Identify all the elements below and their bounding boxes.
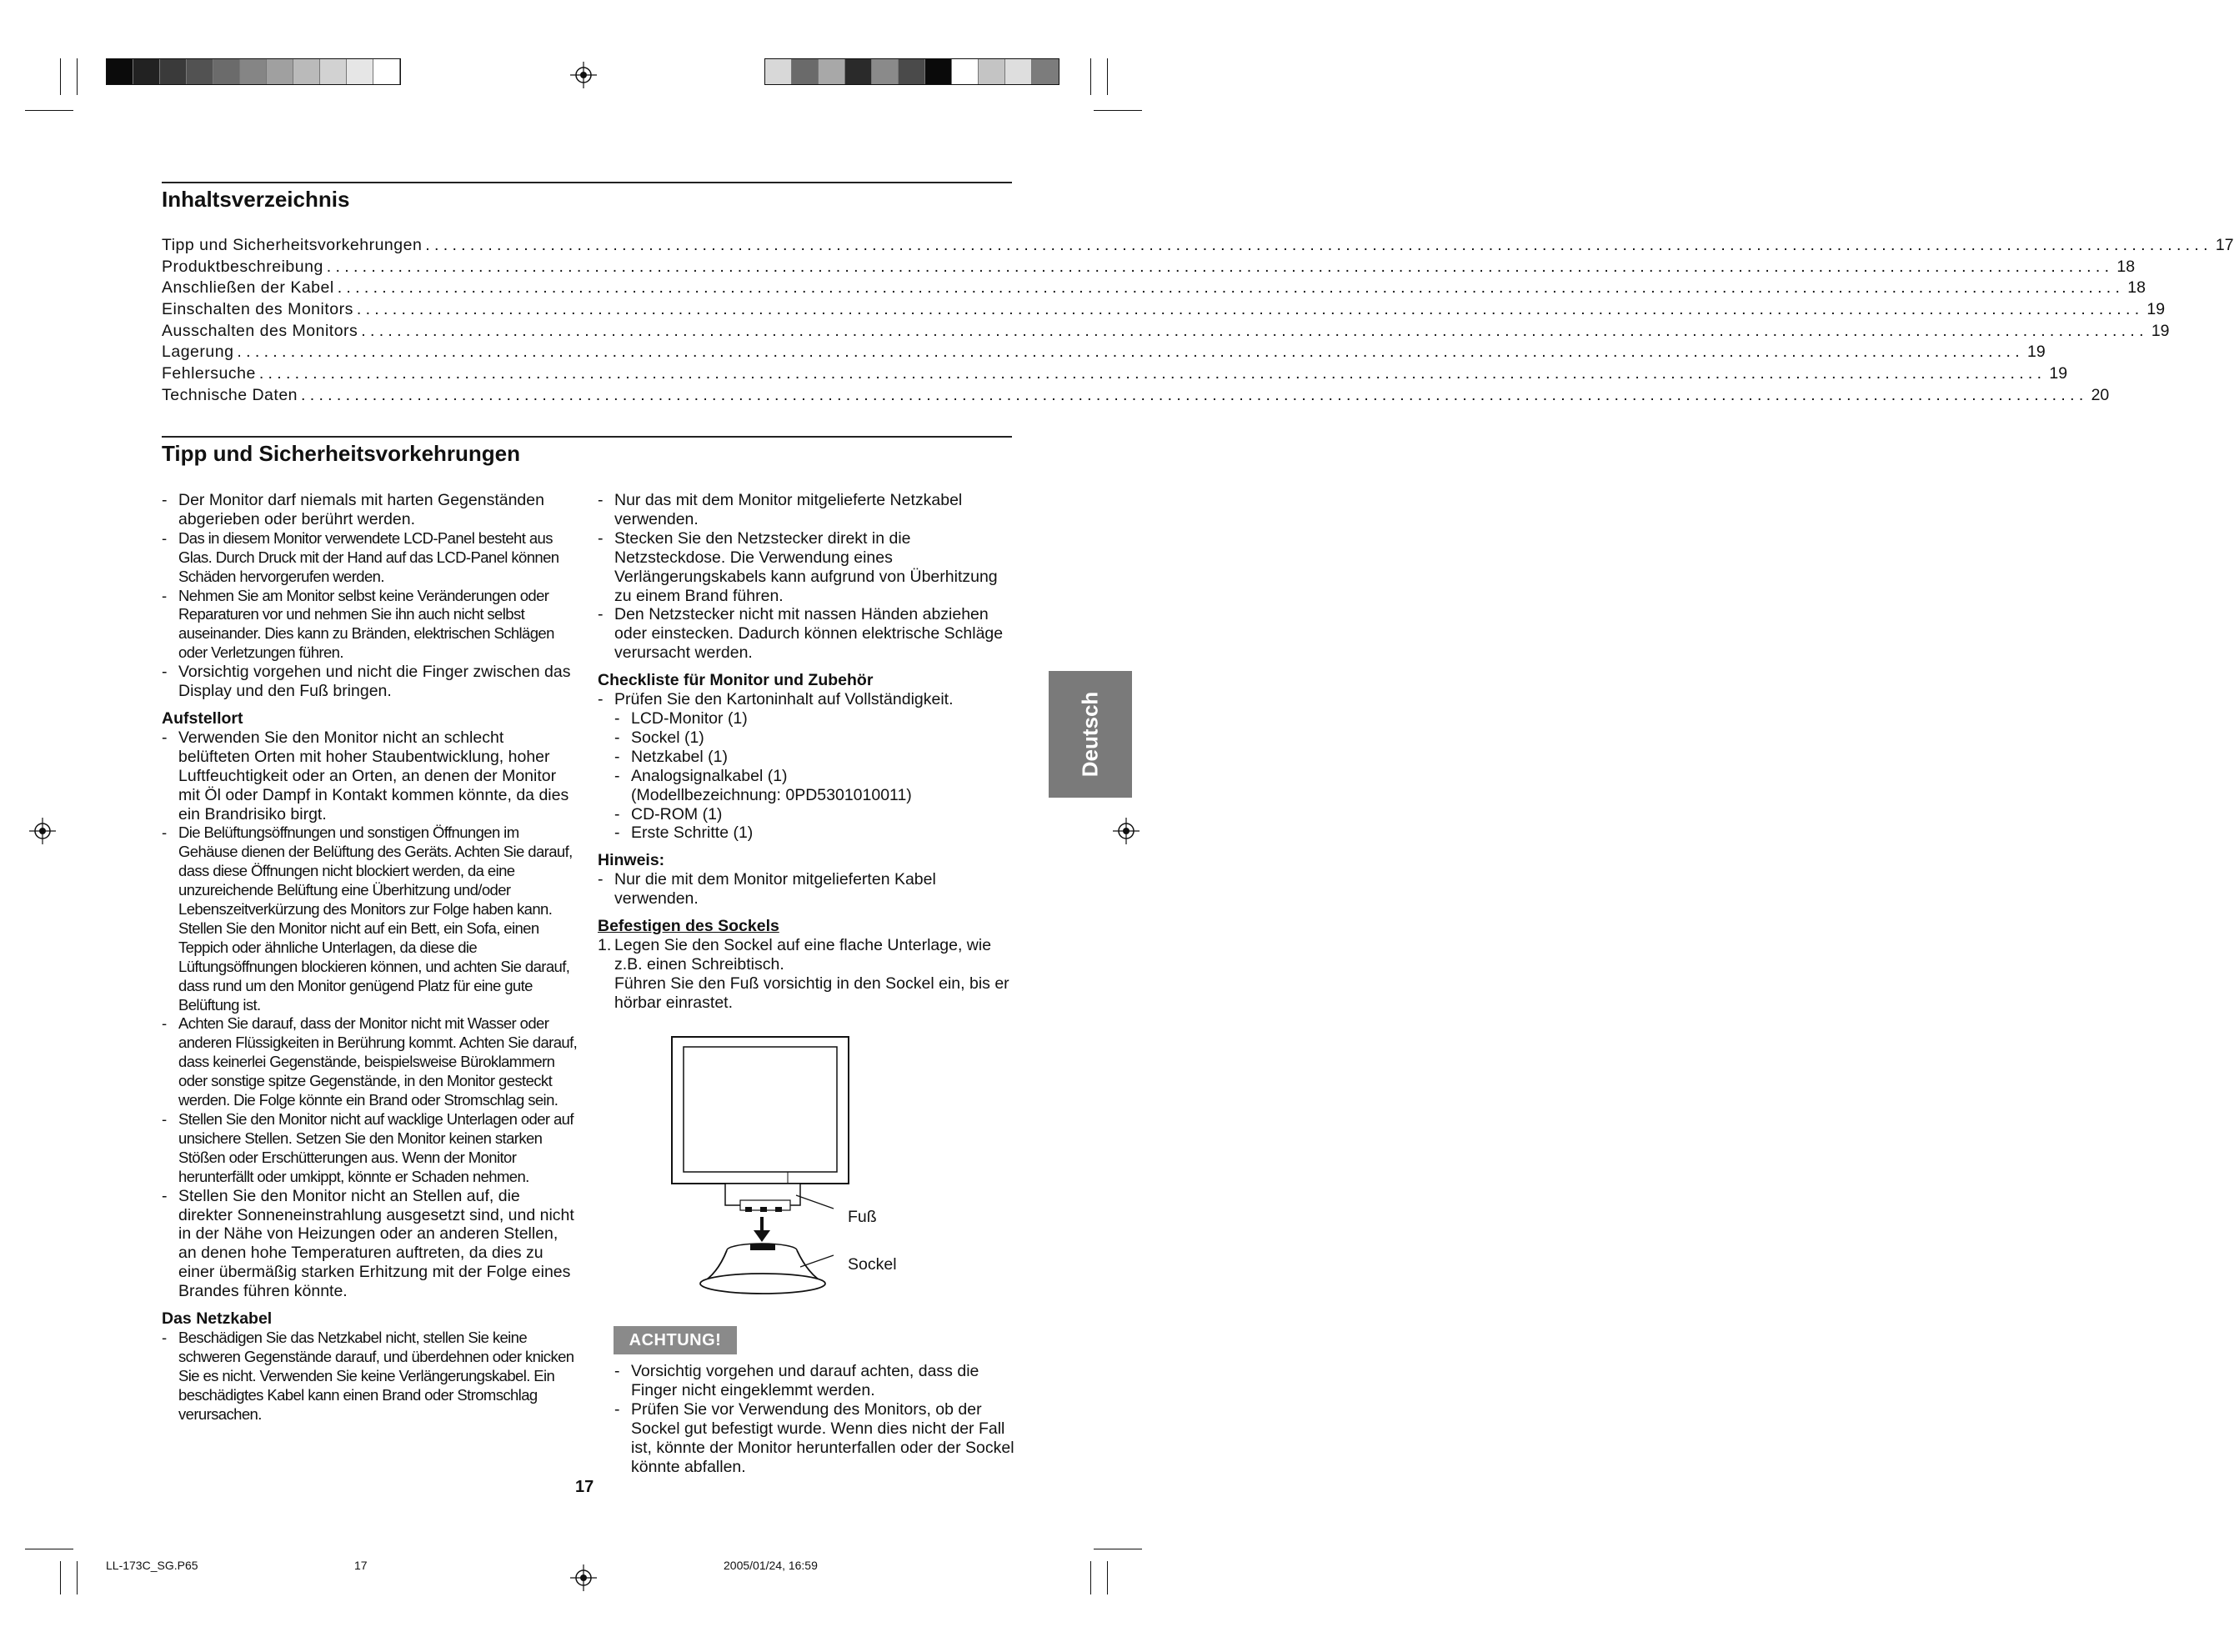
color-bar-right [764, 58, 1059, 85]
toc-entry-page: 17 [2215, 236, 2234, 254]
toc-entry [162, 321, 2170, 343]
toc-entry-page: 18 [2116, 257, 2136, 276]
section-top-rule [162, 436, 1012, 438]
figure-label-sockel: Sockel [848, 1255, 897, 1274]
section-title: Tipp und Sicherheitsvorkehrungen [162, 441, 521, 466]
color-swatch [347, 59, 373, 84]
color-swatch [899, 59, 925, 84]
toc-entry [162, 257, 2136, 279]
subheading-aufstellort: Aufstellort [162, 708, 243, 728]
list-item: - Nehmen Sie am Monitor selbst keine Veränderungen oder Reparaturen vor und nehmen Sie ihn auch nicht selbst auseinander. Dies kann zu Bränden, elektrischen Schlägen oder Verletzungen führen. [162, 586, 554, 662]
toc-entry-label: Produktbeschreibung [162, 257, 323, 276]
list-item: - Stellen Sie den Monitor nicht auf wacklige Unterlagen oder auf unsichere Stellen. Setzen Sie den Monitor keinen starken Stößen oder Erschütterungen aus. Wenn der Monitor herunterfällt oder umkippt, könnte er Schaden nehmen. [162, 1110, 574, 1185]
subheading-hinweis: Hinweis: [598, 851, 665, 870]
left-column [162, 491, 579, 1424]
checklist-item: - Netzkabel (1) [614, 747, 728, 766]
list-item: - Prüfen Sie vor Verwendung des Monitors, ob der Sockel gut befestigt wurde. Wenn dies nicht der Fall ist, könnte der Monitor herunterfallen oder der Sockel könnte abfallen. [614, 1399, 1014, 1476]
step-1: 1. Legen Sie den Sockel auf eine flache Unterlage, wie z.B. einen Schreibtisch. Führen Sie den Fuß vorsichtig in den Sockel ein, bis er hörbar einrastet. [598, 935, 1009, 1012]
color-swatch [133, 59, 160, 84]
list-item: - Das in diesem Monitor verwendete LCD-Panel besteht aus Glas. Durch Druck mit der Hand auf das LCD-Panel können Schäden hervorgerufen werden. [162, 528, 559, 585]
subheading-checklist: Checkliste für Monitor und Zubehör [598, 671, 874, 690]
list-item: - Vorsichtig vorgehen und darauf achten, dass die Finger nicht eingeklemmt werden. [614, 1362, 979, 1399]
list-item: - Prüfen Sie den Kartoninhalt auf Vollständigkeit. [598, 690, 954, 709]
toc-entry-page: 19 [2049, 364, 2068, 383]
toc-leader-dots: ........................................................................................................................................................................................................ [258, 364, 2046, 383]
list-item: - Nur das mit dem Monitor mitgelieferte Netzkabel verwenden. [598, 491, 963, 528]
toc-entry-page: 18 [2127, 278, 2146, 298]
color-swatch [925, 59, 952, 84]
toc-entry [162, 385, 2110, 408]
color-swatch [160, 59, 187, 84]
color-swatch [320, 59, 347, 84]
toc-entry [162, 236, 2234, 258]
list-item: - Der Monitor darf niemals mit harten Gegenständen abgerieben oder berührt werden. [162, 491, 544, 528]
toc-entry-label: Technische Daten [162, 385, 298, 404]
toc-entry-label: Einschalten des Monitors [162, 300, 353, 319]
registration-mark-right [1113, 818, 1140, 844]
language-tab [1049, 671, 1132, 798]
color-swatch [240, 59, 267, 84]
list-item: - Den Netzstecker nicht mit nassen Händen abziehen oder einstecken. Dadurch können elektrische Schläge verursacht werden. [598, 605, 1004, 663]
checklist-item: - Erste Schritte (1) [614, 823, 754, 843]
list-item: - Verwenden Sie den Monitor nicht an schlecht belüfteten Orten mit hoher Staubentwicklung, hoher Luftfeuchtigkeit oder an Orten, an denen der Monitor mit Öl oder Dampf in Kontakt kommen könnte, da dies ein Brandrisiko birgt. [162, 728, 569, 823]
list-item: - Stecken Sie den Netzstecker direkt in die Netzsteckdose. Die Verwendung eines Verlängerungskabels kann aufgrund von Überhitzung zu einem Brand führen. [598, 528, 998, 605]
color-swatch [1005, 59, 1032, 84]
toc-entry [162, 278, 2146, 300]
color-bar-left [106, 58, 401, 85]
toc-entry-label: Anschließen der Kabel [162, 278, 334, 298]
toc-entry-page: 19 [2151, 321, 2170, 340]
color-swatch [979, 59, 1005, 84]
subheading-netzkabel: Das Netzkabel [162, 1309, 273, 1329]
footer-date: 2005/01/24, 16:59 [724, 1559, 818, 1572]
toc-leader-dots: ........................................................................................................................................................................................................ [361, 321, 2148, 340]
toc-entry [162, 300, 2166, 322]
toc-entry-page: 20 [2091, 385, 2110, 404]
list-item: - Vorsichtig vorgehen und nicht die Finger zwischen das Display und den Fuß bringen. [162, 663, 571, 701]
list-item: - Die Belüftungsöffnungen und sonstigen Öffnungen im Gehäuse dienen der Belüftung des Geräts. Achten Sie darauf, dass diese Öffnungen nicht blockiert werden, da eine unzureichende Belüftung eine Überhitzung und/oder Lebenszeitverkürzung des Monitors zur Folge haben kann. Stellen Sie den Monitor nicht auf ein Bett, ein Sofa, einen Teppich oder ähnliche Unterlagen, da diese die Lüftungsöffnungen blockieren können, und achten Sie darauf, dass rund um den Monitor genügend Platz für eine gute Belüftung ist. [162, 823, 573, 1014]
toc-entry-label: Lagerung [162, 343, 234, 362]
toc-entry-label: Tipp und Sicherheitsvorkehrungen [162, 236, 423, 254]
figure-label-fuss: Fuß [848, 1208, 877, 1226]
checklist-item: - LCD-Monitor (1) [614, 708, 748, 728]
toc-leader-dots: ........................................................................................................................................................................................................ [356, 300, 2144, 319]
color-swatch [267, 59, 293, 84]
footer-file: LL-173C_SG.P65 [106, 1559, 198, 1572]
achtung-list [614, 1362, 1014, 1476]
subheading-sockel: Befestigen des Sockels [598, 917, 779, 936]
color-swatch [187, 59, 213, 84]
color-swatch [1032, 59, 1059, 84]
right-column [598, 491, 1014, 1013]
color-swatch [765, 59, 792, 84]
list-item: - Beschädigen Sie das Netzkabel nicht, stellen Sie keine schweren Gegenstände darauf, und überdehnen oder knicken Sie es nicht. Verwenden Sie keine Verlängerungskabel. Ein beschädigtes Kabel kann einen Brand oder Stromschlag verursachen. [162, 1328, 574, 1423]
checklist-model-note: (Modellbezeichnung: 0PD5301010011) [631, 785, 912, 804]
toc-entry [162, 364, 2068, 386]
color-swatch [819, 59, 845, 84]
toc-entry-page: 19 [2026, 343, 2046, 362]
registration-mark-bottom [570, 1564, 597, 1591]
list-item: - Stellen Sie den Monitor nicht an Stellen auf, die direkter Sonneneinstrahlung ausgesetzt sind, und nicht in der Nähe von Heizungen oder an anderen Stellen, an denen hohe Temperaturen auftreten, da dies zu einer übermäßig starken Erhitzung mit der Folge eines Brandes führen könnte. [162, 1186, 574, 1301]
toc-leader-dots: ........................................................................................................................................................................................................ [326, 257, 2114, 276]
checklist-item: - Analogsignalkabel (1) [614, 766, 788, 785]
toc-title: Inhaltsverzeichnis [162, 187, 350, 212]
color-swatch [213, 59, 240, 84]
toc-entry-page: 19 [2146, 300, 2166, 319]
toc-entry [162, 343, 2046, 364]
color-swatch [107, 59, 133, 84]
toc-leader-dots: ........................................................................................................................................................................................................ [425, 236, 2212, 254]
checklist-item: - CD-ROM (1) [614, 804, 723, 823]
color-swatch [293, 59, 320, 84]
toc-leader-dots: ........................................................................................................................................................................................................ [337, 278, 2125, 298]
color-swatch [872, 59, 899, 84]
color-swatch [952, 59, 979, 84]
color-swatch [792, 59, 819, 84]
checklist-item: - Sockel (1) [614, 728, 704, 747]
achtung-label: ACHTUNG! [614, 1326, 737, 1354]
footer-page: 17 [354, 1559, 368, 1572]
language-tab-label: Deutsch [1077, 691, 1103, 778]
registration-mark-left [29, 818, 56, 844]
toc-leader-dots: ........................................................................................................................................................................................................ [301, 385, 2088, 404]
toc-leader-dots: ........................................................................................................................................................................................................ [237, 343, 2024, 362]
toc-list [162, 236, 2234, 408]
list-item: - Achten Sie darauf, dass der Monitor nicht mit Wasser oder anderen Flüssigkeiten in Berührung kommt. Achten Sie darauf, dass keinerlei Gegenstände, beispielsweise Büroklammern oder sonstige spitze Gegenstände, in den Monitor gesteckt werden. Die Folge könnte ein Brand oder Stromschlag sein. [162, 1014, 578, 1109]
color-swatch [845, 59, 872, 84]
list-item: - Nur die mit dem Monitor mitgelieferten Kabel verwenden. [598, 870, 936, 909]
page-number: 17 [575, 1478, 594, 1496]
toc-top-rule [162, 182, 1012, 183]
color-swatch [373, 59, 400, 84]
registration-mark-top [570, 62, 597, 88]
toc-entry-label: Ausschalten des Monitors [162, 321, 358, 340]
toc-entry-label: Fehlersuche [162, 364, 256, 383]
